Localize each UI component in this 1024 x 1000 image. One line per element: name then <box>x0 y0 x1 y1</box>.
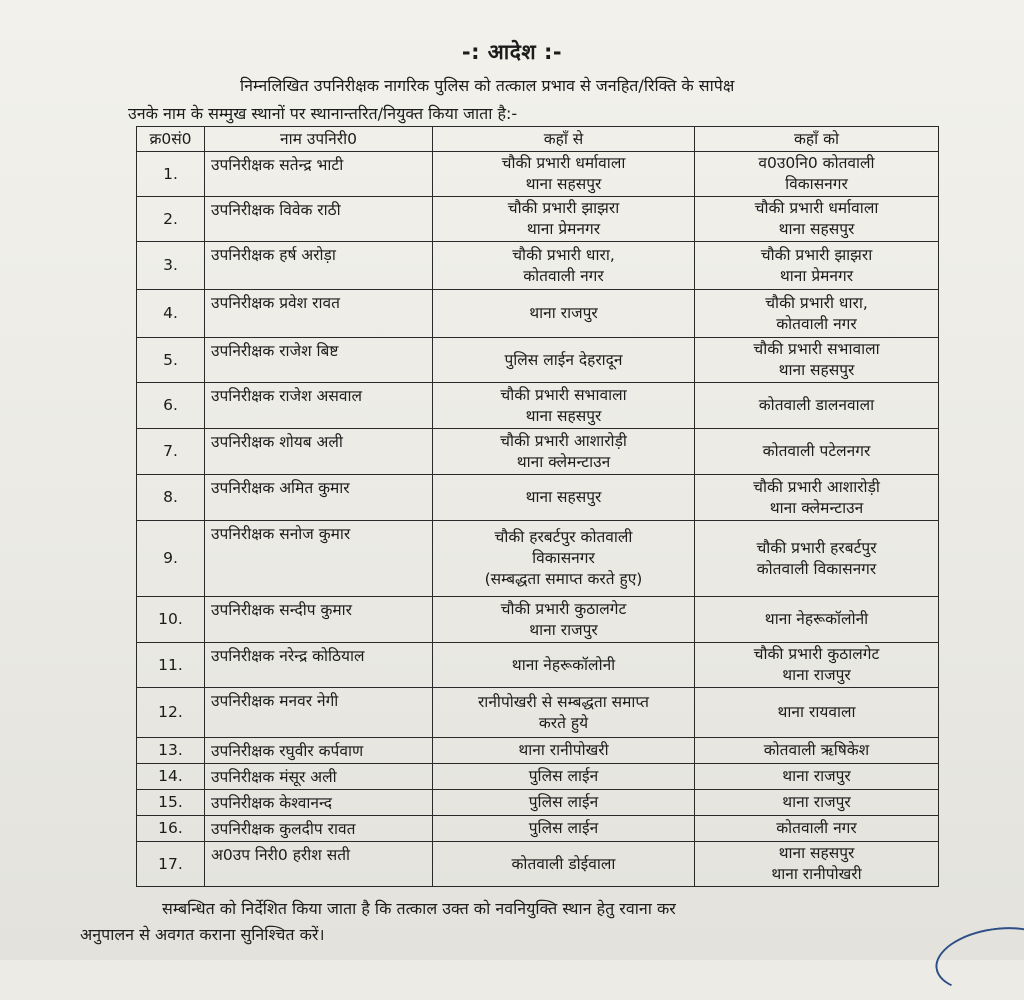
to-line: थाना क्लेमन्टाउन <box>769 498 864 517</box>
from-cell <box>433 688 695 738</box>
to-cell <box>695 242 939 290</box>
serial-cell: 9. <box>137 521 205 597</box>
from-line: करते हुये <box>538 713 589 732</box>
serial-cell: 2. <box>137 197 205 242</box>
name-cell: उपनिरीक्षक राजेश असवाल <box>205 383 433 429</box>
from-line: चौकी प्रभारी झाझरा <box>507 199 620 217</box>
serial-cell: 16. <box>137 816 205 842</box>
header-name: नाम उपनिरी0 <box>205 127 433 152</box>
name-cell: उपनिरीक्षक मंसूर अली <box>205 764 433 790</box>
table-row <box>137 429 939 475</box>
serial-cell: 17. <box>137 842 205 887</box>
table-row <box>137 597 939 643</box>
serial-cell: 6. <box>137 383 205 429</box>
to-line: चौकी प्रभारी हरबर्टपुर <box>756 538 877 557</box>
from-line: थाना प्रेमनगर <box>526 220 601 238</box>
table-row <box>137 521 939 597</box>
from-line: थाना सहसपुर <box>525 175 602 193</box>
to-line: चौकी प्रभारी धारा, <box>765 293 868 312</box>
header-row <box>137 127 939 152</box>
serial-cell: 4. <box>137 290 205 338</box>
from-cell <box>433 521 695 597</box>
table-row <box>137 152 939 197</box>
serial-cell: 13. <box>137 738 205 764</box>
intro-line-2: उनके नाम के सम्मुख स्थानों पर स्थानान्तरित/नियुक्त किया जाता है:- <box>128 104 518 123</box>
serial-cell: 7. <box>137 429 205 475</box>
serial-cell: 5. <box>137 338 205 383</box>
from-line: चौकी प्रभारी सभावाला <box>500 385 627 404</box>
name-cell: उपनिरीक्षक सनोज कुमार <box>205 521 433 597</box>
from-line: रानीपोखरी से सम्बद्धता समाप्त <box>477 692 650 711</box>
from-cell <box>433 842 695 887</box>
header-from: कहाँ से <box>433 127 695 152</box>
to-line: थाना सहसपुर <box>778 361 855 379</box>
table-row <box>137 842 939 887</box>
from-line: कोतवाली नगर <box>523 266 604 285</box>
to-line: थाना प्रेमनगर <box>779 266 854 285</box>
table-row <box>137 688 939 738</box>
table-row <box>137 197 939 242</box>
to-line: चौकी प्रभारी कुठालगेट <box>753 645 880 663</box>
table-row <box>137 242 939 290</box>
table-body <box>137 152 939 887</box>
table-row <box>137 383 939 429</box>
to-line: कोतवाली पटेलनगर <box>762 442 871 460</box>
to-cell <box>695 842 939 887</box>
table-row <box>137 643 939 688</box>
to-line: कोतवाली नगर <box>776 819 857 837</box>
name-cell: उपनिरीक्षक शोयब अली <box>205 429 433 475</box>
serial-cell: 1. <box>137 152 205 197</box>
name-cell: उपनिरीक्षक अमित कुमार <box>205 475 433 521</box>
from-line: चौकी हरबर्टपुर कोतवाली <box>494 528 633 546</box>
table-row <box>137 790 939 816</box>
closing-line-1: सम्बन्धित को निर्देशित किया जाता है कि तत्काल उक्त को नवनियुक्ति स्थान हेतु रवाना कर <box>162 899 676 918</box>
to-line: व0उ0नि0 कोतवाली <box>758 154 875 172</box>
serial-cell: 14. <box>137 764 205 790</box>
name-cell: उपनिरीक्षक सतेन्द्र भाटी <box>205 152 433 197</box>
from-line: विकासनगर <box>532 549 595 567</box>
from-line: पुलिस लाईन <box>528 793 599 811</box>
from-cell <box>433 429 695 475</box>
closing-line-2: अनुपालन से अवगत कराना सुनिश्चित करें। <box>80 925 325 944</box>
to-line: चौकी प्रभारी झाझरा <box>760 245 873 264</box>
to-cell <box>695 521 939 597</box>
order-heading: -: आदेश :- <box>461 40 563 64</box>
serial-cell: 10. <box>137 597 205 643</box>
table-row <box>137 338 939 383</box>
name-cell: उपनिरीक्षक केश्वानन्द <box>205 790 433 816</box>
name-cell: उपनिरीक्षक राजेश बिष्ट <box>205 338 433 383</box>
to-cell <box>695 597 939 643</box>
serial-cell: 15. <box>137 790 205 816</box>
to-cell <box>695 290 939 338</box>
to-line: थाना राजपुर <box>782 666 851 684</box>
closing-paragraph <box>80 896 960 948</box>
from-cell <box>433 152 695 197</box>
to-line: कोतवाली विकासनगर <box>756 559 877 578</box>
table-row <box>137 290 939 338</box>
to-cell <box>695 688 939 738</box>
to-cell <box>695 475 939 521</box>
to-cell <box>695 643 939 688</box>
to-cell <box>695 764 939 790</box>
from-line: थाना राजपुर <box>529 620 598 639</box>
from-line: थाना रानीपोखरी <box>518 741 609 759</box>
from-line: चौकी प्रभारी आशारोड़ी <box>500 431 627 450</box>
serial-cell: 3. <box>137 242 205 290</box>
from-cell <box>433 475 695 521</box>
header-to: कहाँ को <box>695 127 939 152</box>
intro-line-1: निम्नलिखित उपनिरीक्षक नागरिक पुलिस को तत्काल प्रभाव से जनहित/रिक्ति के सापेक्ष <box>240 76 735 95</box>
to-line: थाना रायवाला <box>777 703 856 721</box>
to-cell <box>695 790 939 816</box>
from-line: पुलिस लाईन <box>528 819 599 837</box>
name-cell: उपनिरीक्षक मनवर नेगी <box>205 688 433 738</box>
serial-cell: 12. <box>137 688 205 738</box>
to-line: विकासनगर <box>785 175 848 193</box>
name-cell: उपनिरीक्षक सन्दीप कुमार <box>205 597 433 643</box>
to-line: कोतवाली डालनवाला <box>758 396 875 414</box>
to-line: थाना सहसपुर <box>778 844 855 862</box>
table-header <box>137 127 939 152</box>
table-row <box>137 738 939 764</box>
to-line: थाना सहसपुर <box>778 220 855 238</box>
from-cell <box>433 383 695 429</box>
to-line: चौकी प्रभारी आशारोड़ी <box>753 477 880 496</box>
name-cell: उपनिरीक्षक नरेन्द्र कोठियाल <box>205 643 433 688</box>
to-line: थाना नेहरूकॉलोनी <box>764 610 869 628</box>
from-line: पुलिस लाईन <box>528 767 599 785</box>
header-serial: क्र0सं0 <box>137 127 205 152</box>
from-line: थाना नेहरूकॉलोनी <box>511 655 616 674</box>
to-line: थाना राजपुर <box>782 793 851 811</box>
from-cell <box>433 597 695 643</box>
from-line: थाना राजपुर <box>529 304 598 322</box>
to-cell <box>695 816 939 842</box>
to-cell <box>695 383 939 429</box>
to-line: कोतवाली नगर <box>776 314 857 333</box>
from-line: पुलिस लाईन देहरादून <box>504 350 623 369</box>
name-cell: अ0उप निरी0 हरीश सती <box>205 842 433 887</box>
to-line: कोतवाली ऋषिकेश <box>763 741 870 759</box>
name-cell: उपनिरीक्षक रघुवीर कर्पवाण <box>205 738 433 764</box>
table-row <box>137 475 939 521</box>
from-cell <box>433 197 695 242</box>
serial-cell: 11. <box>137 643 205 688</box>
from-line: थाना सहसपुर <box>525 488 602 506</box>
intro-paragraph <box>128 72 928 128</box>
from-line: चौकी प्रभारी धर्मावाला <box>501 154 626 172</box>
to-cell <box>695 738 939 764</box>
serial-cell: 8. <box>137 475 205 521</box>
from-line: थाना सहसपुर <box>525 406 602 425</box>
from-cell <box>433 643 695 688</box>
from-cell <box>433 764 695 790</box>
from-line: चौकी प्रभारी धारा, <box>512 245 615 264</box>
from-line: (सम्बद्धता समाप्त करते हुए) <box>484 570 643 588</box>
from-cell <box>433 290 695 338</box>
from-line: थाना क्लेमन्टाउन <box>516 452 611 471</box>
to-line: थाना रानीपोखरी <box>771 865 862 883</box>
to-line: चौकी प्रभारी धर्मावाला <box>754 199 879 217</box>
from-cell <box>433 790 695 816</box>
name-cell: उपनिरीक्षक प्रवेश रावत <box>205 290 433 338</box>
from-cell <box>433 338 695 383</box>
to-cell <box>695 152 939 197</box>
from-line: चौकी प्रभारी कुठालगेट <box>500 599 627 618</box>
to-cell <box>695 338 939 383</box>
table-row <box>137 816 939 842</box>
to-line: थाना राजपुर <box>782 767 851 785</box>
table-row <box>137 764 939 790</box>
transfer-table <box>136 126 939 887</box>
from-cell <box>433 242 695 290</box>
from-line: कोतवाली डोईवाला <box>511 854 616 873</box>
name-cell: उपनिरीक्षक कुलदीप रावत <box>205 816 433 842</box>
name-cell: उपनिरीक्षक विवेक राठी <box>205 197 433 242</box>
name-cell: उपनिरीक्षक हर्ष अरोड़ा <box>205 242 433 290</box>
to-line: चौकी प्रभारी सभावाला <box>753 340 880 358</box>
to-cell <box>695 429 939 475</box>
from-cell <box>433 816 695 842</box>
to-cell <box>695 197 939 242</box>
from-cell <box>433 738 695 764</box>
